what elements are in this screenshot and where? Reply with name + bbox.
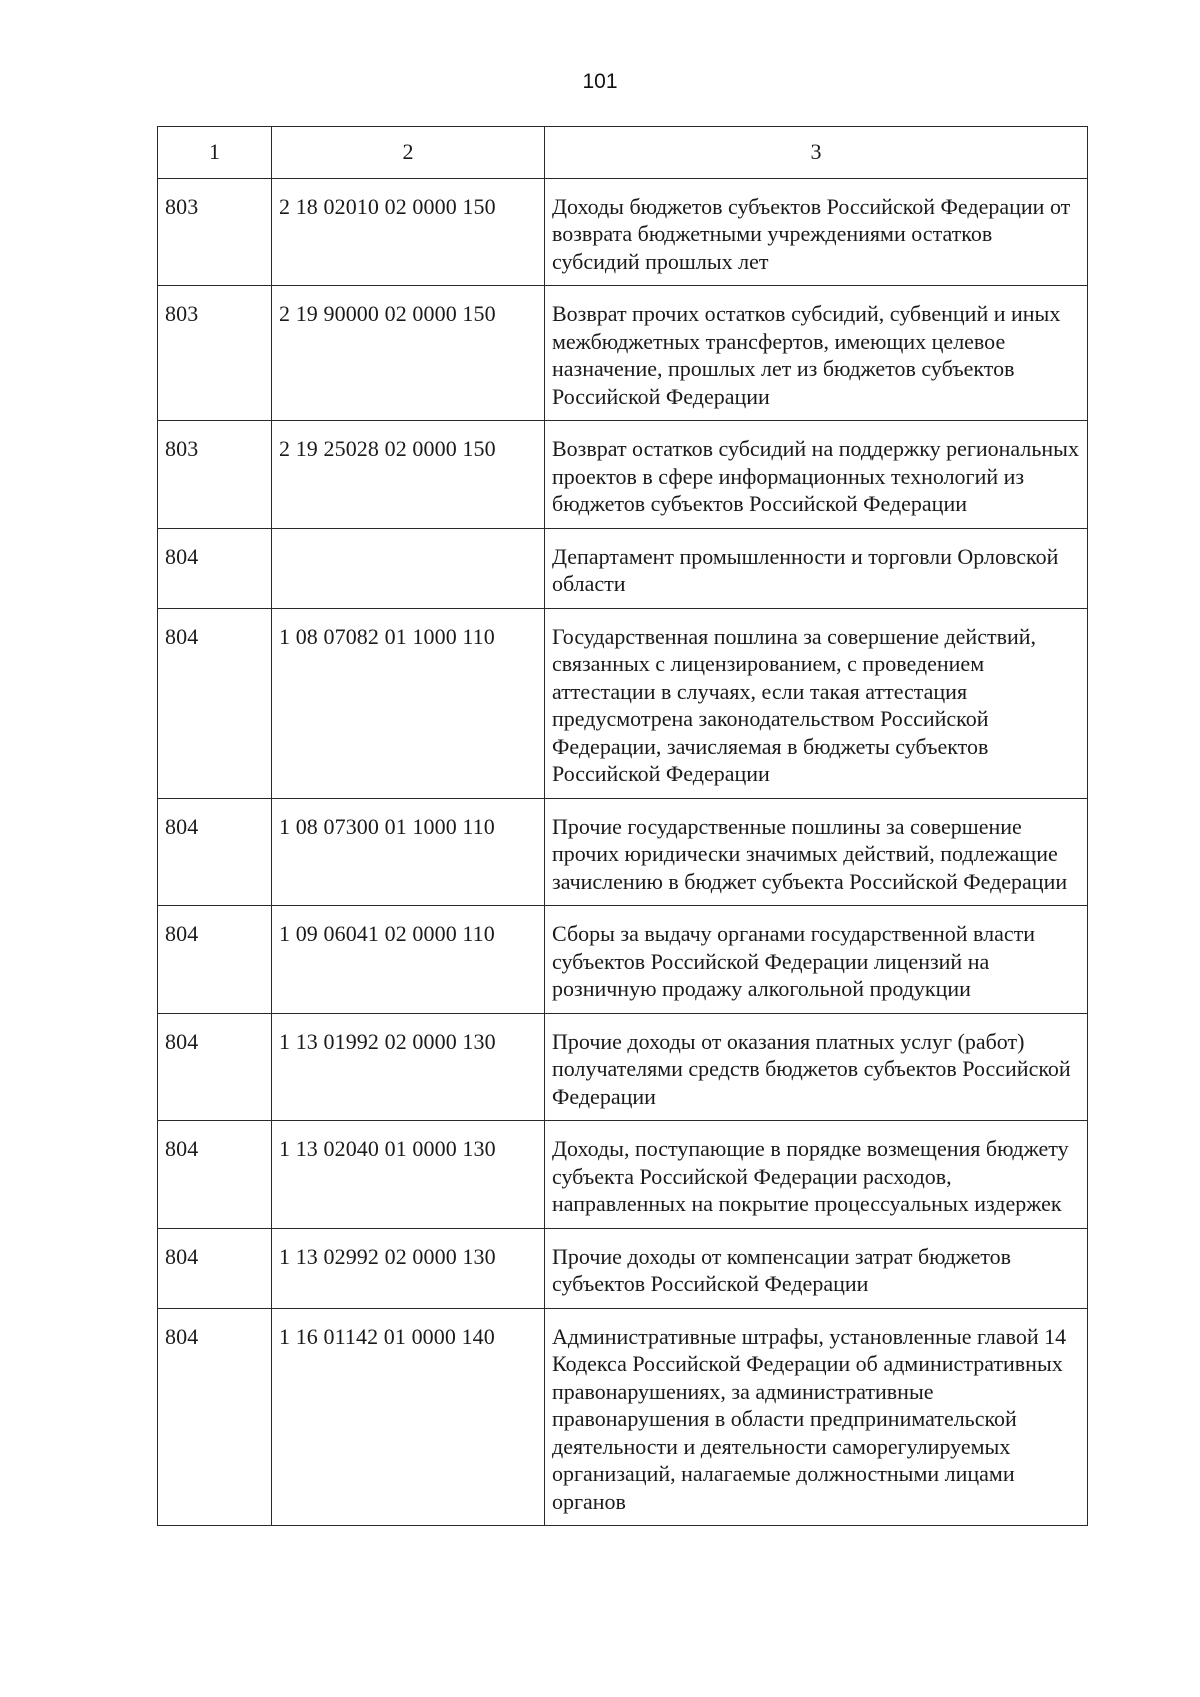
budget-code-cell: 2 18 02010 02 0000 150 [272,178,545,286]
table-row [158,1228,1088,1308]
revenue-name-cell: Прочие государственные пошлины за совершение прочих юридически значимых действий, подлежащие зачислению в бюджет субъекта Российской Федерации [545,798,1088,906]
table-row [158,608,1088,798]
table-row [158,421,1088,529]
budget-code-cell: 2 19 25028 02 0000 150 [272,421,545,529]
admin-code-cell: 803 [158,286,272,421]
admin-code-cell: 804 [158,798,272,906]
column-header-3: 3 [545,127,1088,179]
budget-code-cell: 2 19 90000 02 0000 150 [272,286,545,421]
table-row [158,798,1088,906]
column-header-2: 2 [272,127,545,179]
revenue-name-cell: Департамент промышленности и торговли Орловской области [545,528,1088,608]
admin-code-cell: 804 [158,1228,272,1308]
admin-code-cell: 804 [158,528,272,608]
budget-code-cell: 1 09 06041 02 0000 110 [272,906,545,1014]
revenue-codes-table [157,126,1088,1526]
revenue-name-cell: Сборы за выдачу органами государственной власти субъектов Российской Федерации лицензий на розничную продажу алкогольной продукции [545,906,1088,1014]
table-row [158,178,1088,286]
revenue-name-cell: Административные штрафы, установленные главой 14 Кодекса Российской Федерации об административных правонарушениях, за административные правонарушения в области предпринимательской деятельности и деятельности саморегулируемых организаций, налагаемые должностными лицами органов [545,1308,1088,1526]
admin-code-cell: 803 [158,178,272,286]
budget-code-cell: 1 16 01142 01 0000 140 [272,1308,545,1526]
revenue-name-cell: Прочие доходы от оказания платных услуг (работ) получателями средств бюджетов субъектов Российской Федерации [545,1013,1088,1121]
budget-code-cell: 1 08 07300 01 1000 110 [272,798,545,906]
table-row [158,528,1088,608]
page-number: 101 [582,70,618,93]
admin-code-cell: 803 [158,421,272,529]
table-row [158,906,1088,1014]
admin-code-cell: 804 [158,1121,272,1229]
column-header-1: 1 [158,127,272,179]
table-header-row [158,127,1088,179]
revenue-name-cell: Прочие доходы от компенсации затрат бюджетов субъектов Российской Федерации [545,1228,1088,1308]
budget-code-cell: 1 08 07082 01 1000 110 [272,608,545,798]
revenue-name-cell: Государственная пошлина за совершение действий, связанных с лицензированием, с проведением аттестации в случаях, если такая аттестация предусмотрена законодательством Российской Федерации, зачисляемая в бюджеты субъектов Российской Федерации [545,608,1088,798]
admin-code-cell: 804 [158,906,272,1014]
table-row [158,1013,1088,1121]
budget-code-cell: 1 13 02992 02 0000 130 [272,1228,545,1308]
table-row [158,286,1088,421]
table-row [158,1121,1088,1229]
admin-code-cell: 804 [158,1013,272,1121]
admin-code-cell: 804 [158,608,272,798]
table-row [158,1308,1088,1526]
revenue-name-cell: Возврат прочих остатков субсидий, субвенций и иных межбюджетных трансфертов, имеющих целевое назначение, прошлых лет из бюджетов субъектов Российской Федерации [545,286,1088,421]
budget-code-cell: 1 13 02040 01 0000 130 [272,1121,545,1229]
revenue-name-cell: Доходы бюджетов субъектов Российской Федерации от возврата бюджетными учреждениями остатков субсидий прошлых лет [545,178,1088,286]
revenue-name-cell: Возврат остатков субсидий на поддержку региональных проектов в сфере информационных технологий из бюджетов субъектов Российской Федерации [545,421,1088,529]
revenue-name-cell: Доходы, поступающие в порядке возмещения бюджету субъекта Российской Федерации расходов, направленных на покрытие процессуальных издержек [545,1121,1088,1229]
budget-code-cell [272,528,545,608]
admin-code-cell: 804 [158,1308,272,1526]
budget-code-cell: 1 13 01992 02 0000 130 [272,1013,545,1121]
